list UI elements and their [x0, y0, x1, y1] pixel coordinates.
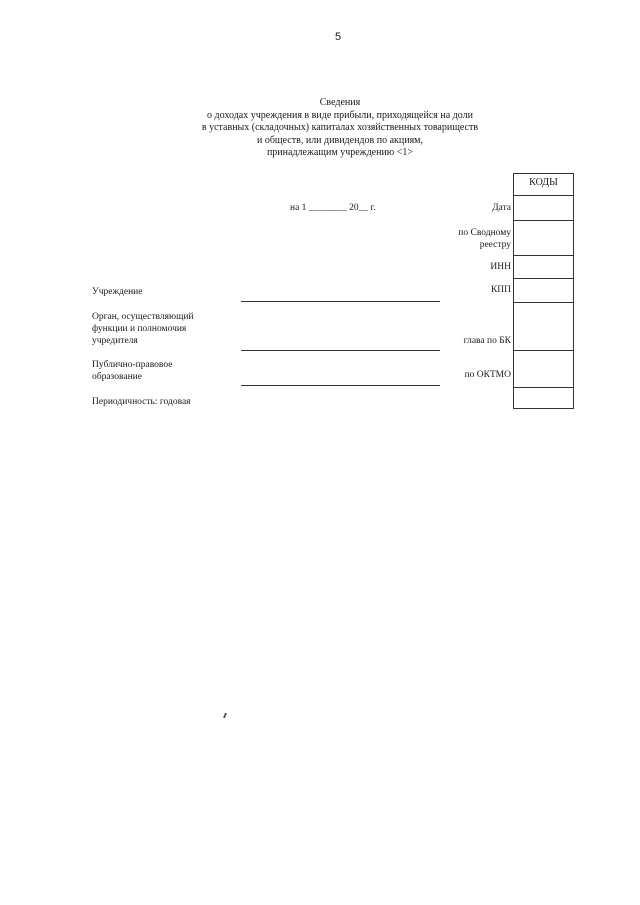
founder-underline	[241, 350, 440, 351]
label-date: Дата	[492, 203, 511, 213]
codes-row-inn	[514, 255, 573, 256]
heading-line: принадлежащим учреждению <1>	[266, 147, 414, 158]
label-public-entity-line: образование	[92, 372, 142, 382]
label-oktmo: по ОКТМО	[464, 370, 511, 380]
label-registry-line: по Сводному	[458, 228, 511, 238]
heading-line: и обществ, или дивидендов по акциям,	[256, 134, 424, 146]
label-founder-line: функции и полномочия	[92, 324, 187, 334]
label-public-entity-line: Публично-правовое	[92, 360, 173, 370]
label-founder-line: Орган, осуществляющий	[92, 312, 194, 322]
document-heading	[160, 97, 520, 160]
heading-line: о доходах учреждения в виде прибыли, приходящейся на доли	[207, 109, 473, 121]
heading-line-title: Сведения	[319, 97, 361, 108]
codes-header: КОДЫ	[529, 177, 558, 188]
institution-underline	[241, 301, 440, 302]
codes-table	[513, 173, 574, 409]
heading-line: в уставных (складочных) капиталах хозяйственных товариществ	[201, 122, 479, 133]
codes-row-periodicity	[514, 387, 573, 388]
label-registry-line: реестру	[479, 239, 511, 250]
codes-row-date	[514, 195, 573, 196]
label-bk: глава по БК	[463, 336, 511, 346]
label-public-entity	[92, 359, 172, 383]
report-date-line: на 1 ________ 20__ г.	[290, 203, 376, 213]
public-entity-underline	[241, 385, 440, 386]
label-registry	[458, 228, 511, 251]
codes-row-registry	[514, 220, 573, 221]
stray-mark	[223, 713, 227, 718]
label-kpp: КПП	[490, 285, 511, 295]
codes-row-oktmo	[514, 350, 573, 351]
label-founder	[92, 311, 194, 347]
label-inn: ИНН	[490, 262, 511, 272]
page-number: 5	[334, 31, 342, 43]
label-founder-line: учредителя	[92, 336, 138, 346]
label-institution: Учреждение	[92, 287, 143, 297]
label-periodicity: Периодичность: годовая	[92, 397, 191, 407]
codes-row-kpp	[514, 278, 573, 279]
codes-row-bk	[514, 302, 573, 303]
